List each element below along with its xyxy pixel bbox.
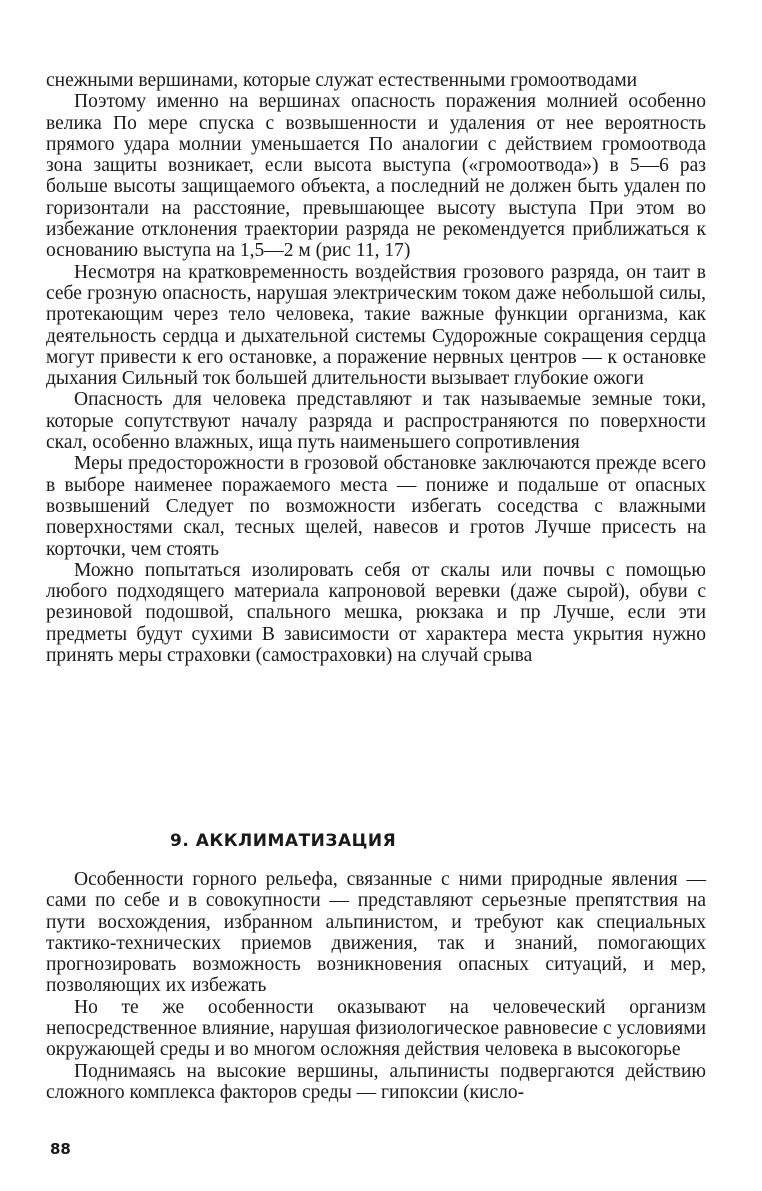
paragraph-terrain: Особенности горного рельефа, связанные с ними природные явления — сами по себе и в совокупности — представляют серьезные препятствия на пути восхождения, избранном альпинистом, и требуют как специальных тактико-технических приемов движения, так и знаний, помогающих прогнозировать возможность возникновения опасных ситуаций, и мер, позволяющих их избежать [46,869,706,997]
paragraph-ground-currents: Опасность для человека представляют и так называемые земные токи, которые сопутствуют началу разряда и распространяются по поверхности скал, особенно влажных, ища путь наименьшего сопротивления [46,389,706,454]
section-text-block [46,869,706,1103]
paragraph-continuation: снежными вершинами, которые служат естественными громоотводами [46,70,638,91]
paragraph-lightning-peaks: Поэтому именно на вершинах опасность поражения молнией особенно велика По мере спуска с возвышенности и удаления от нее вероятность прямого удара молнии уменьшается По аналогии с действием громоотвода зона защиты возникает, если высота выступа («громоотвода») в 5—6 раз больше высоты защищаемого объекта, а последний не должен быть удален по горизонтали на расстояние, превышающее высоту выступа При этом во избежание отклонения траектории разряда не рекомендуется приближаться к основанию выступа на 1,5—2 м (рис 11, 17) [46,91,706,262]
page-number: 88 [50,1140,71,1158]
paragraph-insulation: Можно попытаться изолировать себя от скалы или почвы с помощью любого подходящего материала капроновой веревки (даже сырой), обуви с резиновой подошвой, спального мешка, рюкзака и пр Лучше, если эти предметы будут сухими В зависимости от характера места укрытия нужно принять меры страховки (самостраховки) на случай срыва [46,559,706,667]
main-text-block [46,70,706,666]
paragraph-factors: Поднимаясь на высокие вершины, альпинисты подвергаются действию сложного комплекса факторов среды — гипоксии (кисло- [46,1060,706,1103]
paragraph-lightning-danger: Несмотря на кратковременность воздействия грозового разряда, он таит в себе грозную опасность, нарушая электрическим током даже небольшой силы, протекающим через тело человека, такие важные функции организма, как деятельность сердца и дыхательной системы Судорожные сокращения сердца могут привести к его остановке, а поражение нервных центров — к остановке дыхания Сильный ток большей длительности вызывает глубокие ожоги [46,261,706,390]
paragraph-organism: Но те же особенности оказывают на человеческий организм непосредственное влияние, нарушая физиологическое равновесие с условиями окружающей среды и во многом осложняя действия человека в высокогорье [46,996,706,1061]
paragraph-precautions: Меры предосторожности в грозовой обстановке заключаются прежде всего в выборе наименее поражаемого места — пониже и подальше от опасных возвышений Следует по возможности избегать соседства с влажными поверхностями скал, тесных щелей, навесов и гротов Лучше присесть на корточки, чем стоять [46,453,706,560]
section-heading: 9. АККЛИМАТИЗАЦИЯ [170,831,397,851]
